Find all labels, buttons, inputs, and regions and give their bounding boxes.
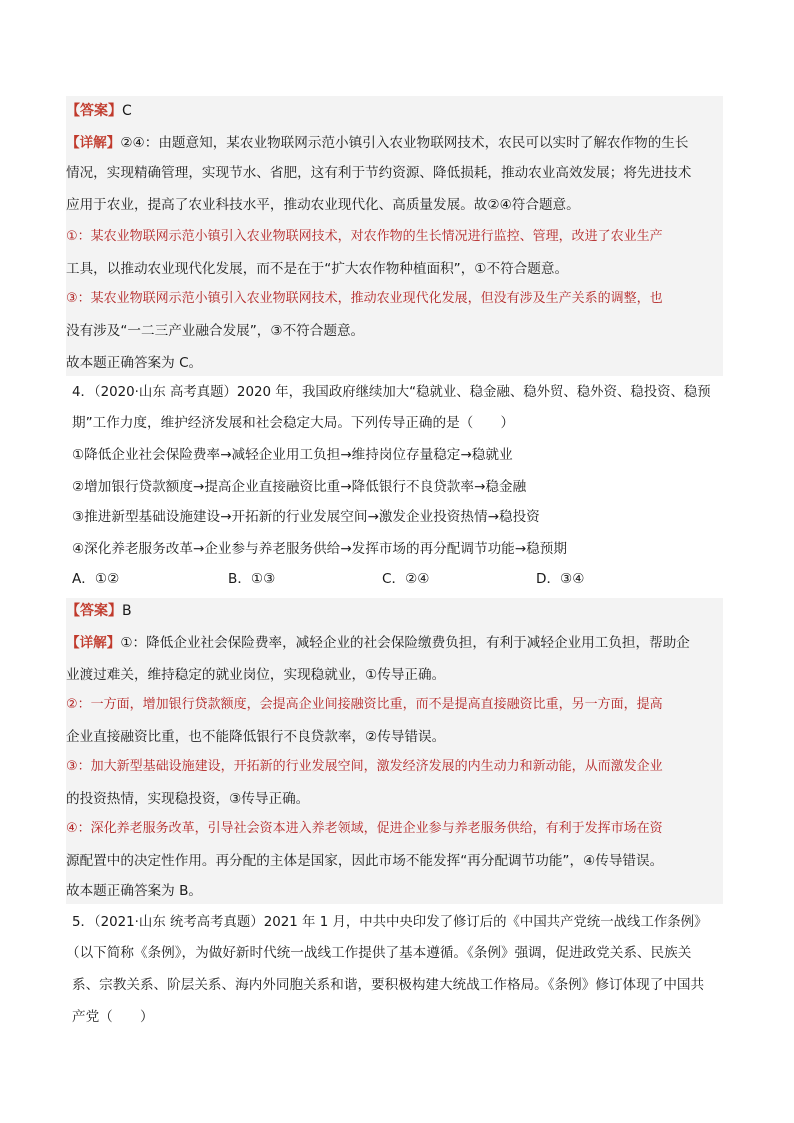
detail-text-red: ③：某农业物联网示范小镇引入农业物联网技术，推动农业现代化发展，但没有涉及生产关系的调整，也 bbox=[66, 291, 663, 306]
q4-answer-block bbox=[66, 598, 723, 904]
answer-value: B bbox=[122, 603, 132, 619]
q4-item: ①降低企业社会保险费率→减轻企业用工负担→维持岗位存量稳定→稳就业 bbox=[72, 447, 513, 463]
answer-tag: 【答案】 bbox=[66, 603, 122, 619]
q4-stem-line: 期”工作力度，维护经济发展和社会稳定大局。下列传导正确的是（ ） bbox=[72, 415, 515, 431]
q4-stem-line: 4．（2020·山东 高考真题）2020 年，我国政府继续加大“稳就业、稳金融、稳外贸、稳外资、稳投资、稳预 bbox=[72, 385, 711, 400]
q4-option-a: A．①② bbox=[72, 571, 120, 587]
conclusion-text: 故本题正确答案为 B。 bbox=[66, 883, 202, 899]
detail-text: 应用于农业，提高了农业科技水平，推动农业现代化、高质量发展。故②④符合题意。 bbox=[66, 197, 580, 213]
q4-item: ④深化养老服务改革→企业参与养老服务供给→发挥市场的再分配调节功能→稳预期 bbox=[72, 541, 567, 557]
conclusion-text: 故本题正确答案为 C。 bbox=[66, 355, 203, 371]
detail-text-red: ②：一方面，增加银行贷款额度，会提高企业间接融资比重，而不是提高直接融资比重，另一方面，提高 bbox=[66, 697, 663, 712]
answer-line bbox=[66, 100, 132, 122]
detail-text: ②④：由题意知，某农业物联网示范小镇引入农业物联网技术，农民可以实时了解农作物的生长 bbox=[120, 135, 689, 151]
q5-stem-line: 产党（ ） bbox=[72, 1009, 154, 1025]
detail-text: ①：降低企业社会保险费率，减轻企业的社会保险缴费负担，有利于减轻企业用工负担，帮助企 bbox=[120, 635, 690, 651]
q5-stem-line: 5．（2021·山东 统考高考真题）2021 年 1 月，中共中央印发了修订后的《中国共产党统一战线工作条例》 bbox=[72, 915, 708, 930]
answer-tag: 【答案】 bbox=[66, 103, 122, 119]
detail-tag: 【详解】 bbox=[66, 135, 121, 151]
q4-option-c: C．②④ bbox=[382, 571, 430, 587]
detail-tag: 【详解】 bbox=[66, 635, 121, 651]
q4-option-d: D．③④ bbox=[536, 571, 585, 587]
detail-text-red: ③：加大新型基础设施建设，开拓新的行业发展空间，激发经济发展的内生动力和新动能，从而激发企业 bbox=[66, 759, 663, 774]
detail-text: 没有涉及“一二三产业融合发展”，③不符合题意。 bbox=[66, 323, 365, 339]
answer-value: C bbox=[122, 103, 132, 119]
detail-text: 企业直接融资比重，也不能降低银行不良贷款率，②传导错误。 bbox=[66, 729, 446, 745]
detail-text: 的投资热情，实现稳投资，③传导正确。 bbox=[66, 791, 310, 807]
detail-text-red: ①：某农业物联网示范小镇引入农业物联网技术，对农作物的生长情况进行监控、管理，改进了农业生产 bbox=[66, 229, 663, 244]
detail-text: 工具，以推动农业现代化发展，而不是在于“扩大农作物种植面积”，①不符合题意。 bbox=[66, 261, 569, 277]
detail-text: 业渡过难关，维持稳定的就业岗位，实现稳就业，①传导正确。 bbox=[66, 667, 446, 683]
q5-stem-line: 系、宗教关系、阶层关系、海内外同胞关系和谐，要积极构建大统战工作格局。《条例》修订体现了中国共 bbox=[72, 977, 705, 993]
q4-item: ②增加银行贷款额度→提高企业直接融资比重→降低银行不良贷款率→稳金融 bbox=[72, 479, 527, 495]
q4-option-b: B．①③ bbox=[228, 571, 276, 587]
detail-line bbox=[66, 632, 690, 654]
detail-text: 源配置中的决定性作用。再分配的主体是国家，因此市场不能发挥“再分配调节功能”，④传导错误。 bbox=[66, 853, 664, 869]
q3-answer-block bbox=[66, 96, 723, 376]
q4-item: ③推进新型基础设施建设→开拓新的行业发展空间→激发企业投资热情→稳投资 bbox=[72, 509, 540, 525]
detail-text: 情况，实现精确管理，实现节水、省肥，这有利于节约资源、降低损耗，推动农业高效发展；将先进技术 bbox=[66, 165, 692, 181]
detail-line bbox=[66, 132, 689, 154]
detail-text-red: ④：深化养老服务改革，引导社会资本进入养老领域，促进企业参与养老服务供给，有利于发挥市场在资 bbox=[66, 821, 663, 836]
q5-stem-line: （以下简称《条例》，为做好新时代统一战线工作提供了基本遵循。《条例》强调，促进政党关系、民族关 bbox=[66, 945, 692, 961]
answer-line bbox=[66, 600, 132, 622]
